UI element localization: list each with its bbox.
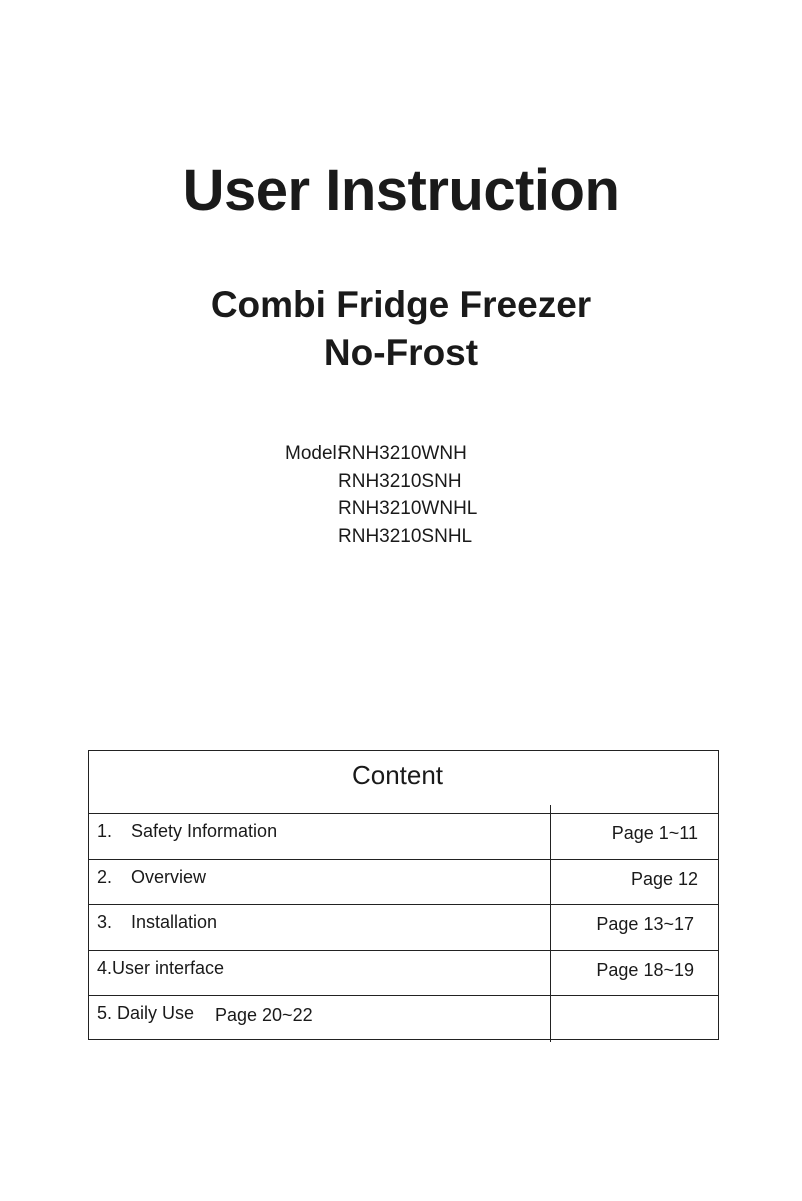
row-page: Page 13~17 <box>596 914 694 934</box>
table-row <box>89 814 718 860</box>
column-divider <box>550 905 551 950</box>
row-label: Overview <box>131 866 207 887</box>
model-number: RNH3210WNH <box>338 443 467 464</box>
table-row <box>89 996 718 1042</box>
row-label: 5. Daily Use <box>97 1003 195 1023</box>
table-row <box>89 951 718 997</box>
product-type-line-2: No-Frost <box>323 332 479 373</box>
model-list <box>285 440 477 550</box>
column-divider <box>550 860 551 905</box>
row-page: Page 1~11 <box>611 823 698 843</box>
model-row <box>285 440 477 468</box>
model-number: RNH3210SNHL <box>338 525 473 547</box>
column-divider <box>550 996 551 1042</box>
model-number: RNH3210SNH <box>338 470 462 492</box>
content-table <box>88 750 718 1040</box>
document-title: User Instruction <box>182 158 620 223</box>
table-row <box>89 860 718 906</box>
row-page: Page 18~19 <box>596 959 694 980</box>
model-number: RNH3210WNHL <box>338 498 478 519</box>
column-divider <box>550 814 551 859</box>
row-number: 2. <box>97 866 113 887</box>
row-label: 4.User interface <box>97 957 225 978</box>
row-page: Page 20~22 <box>215 1005 313 1025</box>
row-label: Installation <box>131 912 218 932</box>
content-heading: Content <box>351 760 444 790</box>
table-border <box>718 750 719 1040</box>
model-prefix-label: Model: <box>285 443 343 464</box>
row-label: Safety Information <box>131 821 278 841</box>
row-page: Page 12 <box>630 868 698 889</box>
column-divider <box>550 805 551 814</box>
table-row <box>89 905 718 951</box>
product-type-line-1: Combi Fridge Freezer <box>210 284 592 325</box>
content-table-header <box>89 751 718 814</box>
row-number: 1. <box>97 821 113 841</box>
row-number: 3. <box>97 912 113 932</box>
column-divider <box>550 951 551 996</box>
